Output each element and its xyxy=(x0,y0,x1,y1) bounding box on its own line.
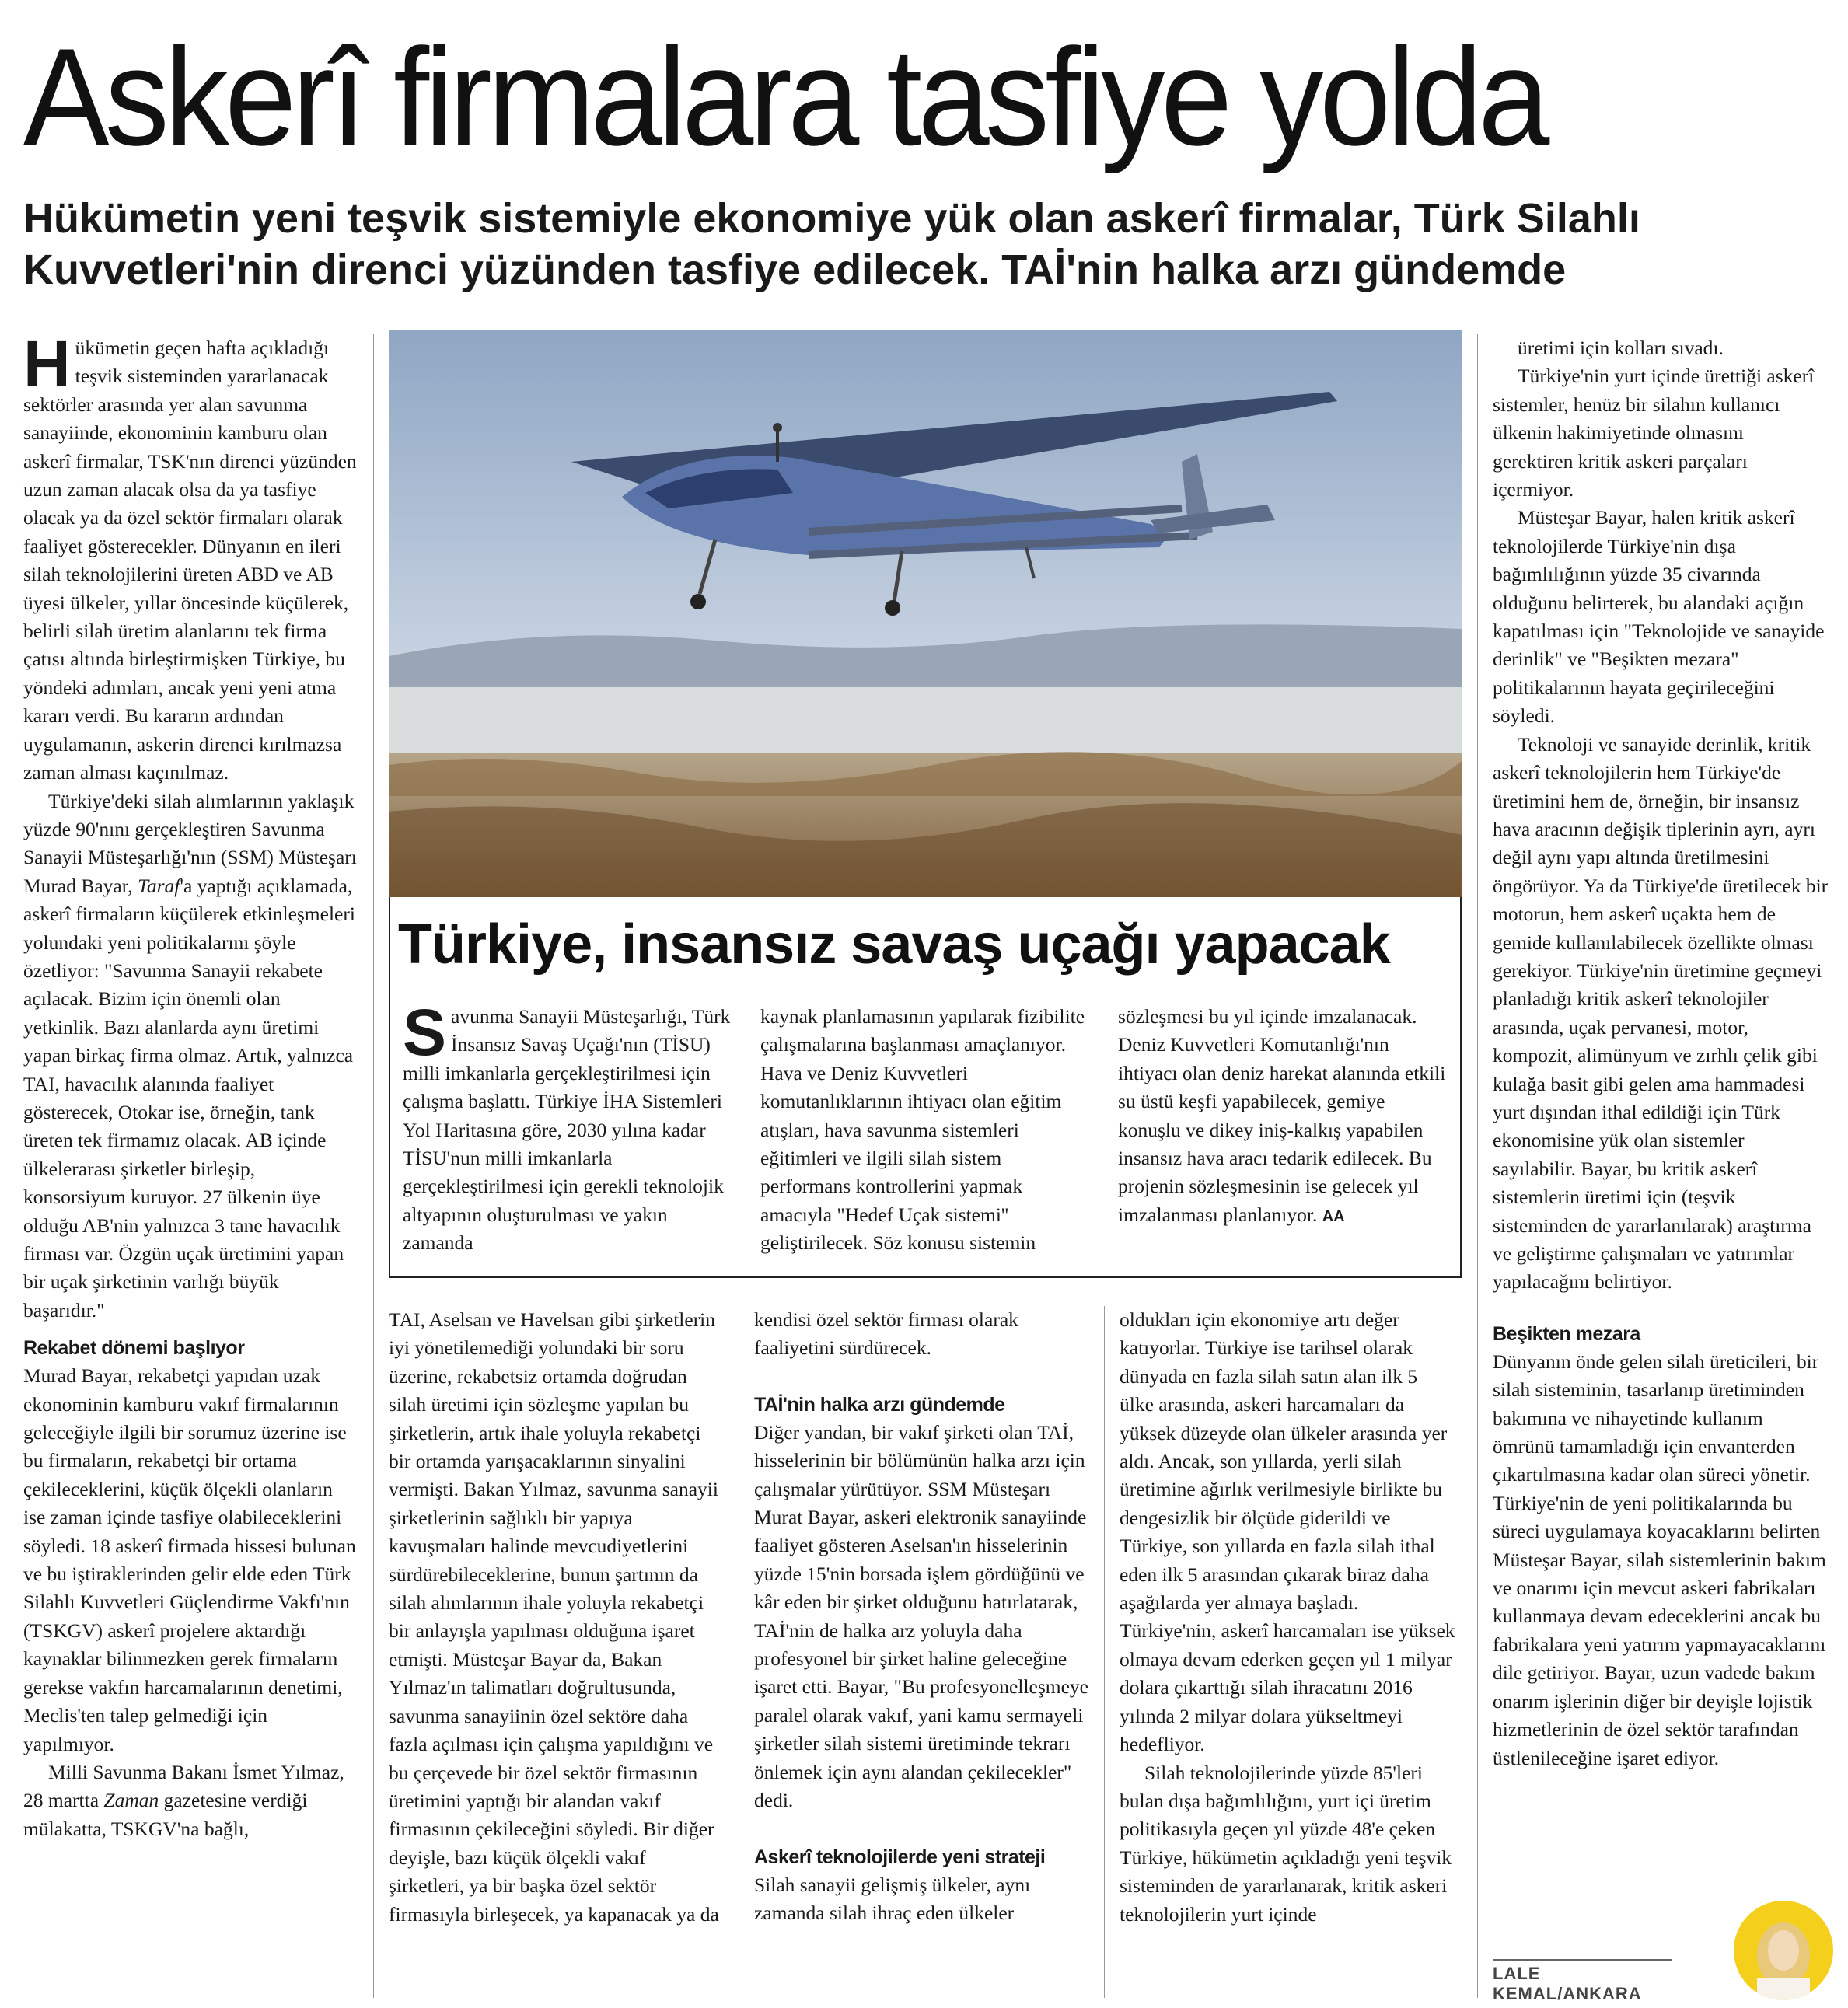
drone-photo xyxy=(389,330,1462,897)
col4-paragraph-1: oldukları için ekonomiye artı değer katıyorlar. Türkiye ise tarihsel olarak dünyada en fazla silah satın alan ilk 5 ülke arasında, askeri harcamaları da yüksek düzeyde olan ülkeler arasında yer aldı. Ancak, son yıllarda, yerli silah üretimine ağırlık verilmesiyle birlikte bu dengesizlik bir ölçüde giderildi ve Türkiye, son yıllarda en fazla silah ithal eden ilk 5 arasından çıkarak biraz daha aşağılarda yer almaya başladı. Türkiye'nin, askerî harcamaları ise yüksek olmaya devam ederken geçen yıl 1 milyar dolara çıkarttığı silah ihracatını 2016 yılında 2 milyar dolara yükseltmeyi hedefliyor. xyxy=(1120,1308,1455,1756)
box-column-1 xyxy=(403,996,737,1258)
subhead-strateji: Askerî teknolojilerde yeni strateji xyxy=(754,1846,1046,1868)
col1-paragraph-4: Milli Savunma Bakanı İsmet Yılmaz, 28 martta Zaman gazetesine verdiği mülakatta, TSKGV'na bağlı, xyxy=(23,1760,344,1840)
column-divider xyxy=(1477,334,1478,1998)
col1-paragraph-3: Murad Bayar, rekabetçi yapıdan uzak ekonominin kamburu vakıf firmalarının geleceğiyle ilgili bir sorumuz üzerine ise bu firmaların, rekabetçi bir ortama çekileceklerini, küçük ölçekli olanların ise zaman içinde tasfiye olabileceklerini söyledi. 18 askerî firmada hissesi bulunan ve bu iştiraklerinden gelir elde eden Türk Silahlı Kuvvetleri Güçlendirme Vakfı'nın (TSKGV) askerî projelere aktardığı kaynaklar bilinmezken gerek firmaların gerekse vakfın harcamalarının denetimi, Meclis'ten talep gelmediği için yapılmıyor. xyxy=(23,1364,356,1755)
subheadline-line-1: Hükümetin yeni teşvik sistemiyle ekonomiye yük olan askerî firmalar, Türk Silahlı xyxy=(23,195,1640,242)
box-title: Türkiye, insansız savaş uçağı yapacak xyxy=(398,913,1390,976)
subheadline-line-2: Kuvvetleri'nin direnci yüzünden tasfiye edilecek. TAİ'nin halka arzı gündemde xyxy=(23,246,1567,293)
column-4 xyxy=(1120,1306,1455,1929)
col3-paragraph-2: Diğer yandan, bir vakıf şirketi olan TAİ, hisselerinin bir bölümünün halka arzı için çalışmalar yürütüyor. SSM Müsteşarı Murat Bayar, askeri elektronik sanayiinde faaliyet gösteren Aselsan'ın hisselerinin yüzde 15'nin borsada işlem gördüğünü ve kâr eden bir şirket olduğunu hatırlatarak, TAİ'nin de halka arz yoluyla daha profesyonel bir şirket haline geleceğine işaret etti. Bayar, "Bu profesyonelleşmeye paralel olarak vakıf, yani kamu sermayeli şirketler silah sistemi üretiminde tekrarı önlemek için aynı alandan çekilecekler" dedi. xyxy=(754,1420,1089,1812)
dropcap-h: H xyxy=(23,327,71,400)
column-2 xyxy=(389,1306,725,1929)
col3-paragraph-3: Silah sanayii gelişmiş ülkeler, aynı zamanda silah ihraç eden ülkeler xyxy=(754,1873,1031,1924)
uav-aircraft-image xyxy=(389,330,1462,897)
column-divider xyxy=(1104,1306,1105,1998)
author-avatar xyxy=(1734,1901,1833,2000)
col1-paragraph-2: Türkiye'deki silah alımlarının yaklaşık yüzde 90'nını gerçekleştiren Savunma Sanayii Müsteşarlığı'nın (SSM) Müsteşarı Murad Bayar, Taraf'a yaptığı açıklamada, askerî firmaların küçülerek etkinleşmeleri yolundaki yeni politikalarını şöyle özetliyor: "Savunma Sanayii rekabete açılacak. Bizim için önemli olan yetkinlik. Bazı alanlarda aynı üretimi yapan birkaç firma olmaz. Artık, yalnızca TAI, havacılık alanında faaliyet gösterecek, Otokar ise, örneğin, tank üreten tek firmamız olacak. AB içinde ülkelerarası şirketler birleşip, konsorsiyum kuruyor. 27 ülkenin üye olduğu AB'nin yalnızca 3 tane havacılık firması var. Özgün uçak üretimini yapan bir uçak şirketinin varlığı büyük başarıdır." xyxy=(23,789,357,1322)
author-portrait-icon xyxy=(1734,1901,1833,2000)
column-5 xyxy=(1493,334,1829,1772)
col4-paragraph-2: Silah teknolojilerinde yüzde 85'leri bulan dışa bağımlılığını, yurt içi üretim politikasıyla geçen yıl yüzde 48'e çeken Türkiye, hükümetin açıkladığı yeni teşvik sisteminden de yararlanarak, kritik askeri teknolojilerin yurt içinde xyxy=(1120,1761,1452,1926)
column-3 xyxy=(754,1306,1090,1927)
source-tag: AA xyxy=(1322,1207,1345,1225)
dropcap-s: S xyxy=(403,996,447,1069)
col5-paragraph-2: Türkiye'nin yurt içinde ürettiği askerî sistemler, henüz bir silahın kullanıcı ülkenin hakimiyetinde olmasını gerektiren kritik askeri parçaları içermiyor. xyxy=(1493,365,1815,501)
col1-paragraph-1: Hükümetin geçen hafta açıkladığı teşvik sisteminden yararlanacak sektörler arasında yer alan savunma sanayiinde, ekonominin kamburu olan askerî firmalar, TSK'nın direnci yüzünden uzun zaman alacak olsa da ya tasfiye olacak ya da özel sektör firmaları olarak faaliyet gösterecekler. Dünyanın en ileri silah teknolojilerini üreten ABD ve AB üyesi ülkeler, yıllar öncesinde küçülerek, belirli silah üretim alanlarını tek firma çatısı altında birleştirmişken Türkiye, bu yöndeki adımları, ancak yeni yeni atma kararı verdi. Bu kararın ardından uygulamanın, askerin direnci kırılmazsa zaman alması kaçınılmaz. xyxy=(23,327,357,784)
byline: LALE KEMAL/ANKARA xyxy=(1493,1959,1672,2004)
col5-paragraph-4: Teknoloji ve sanayide derinlik, kritik askerî teknolojilerin hem Türkiye'de üretimini hem de, örneğin, bir insansız hava aracının değişik tiplerinin ayrı, ayrı değil aynı yapı altında üretilmesini öngörüyor. Ya da Türkiye'de üretilecek bir motorun, hem askerî uçakta hem de gemide kullanılabilecek özellikte olması gerekiyor. Türkiye'nin üretimine geçmeyi planladığı kritik askerî teknolojiler arasında, uçak pervanesi, motor, kompozit, alimünyum ve zırhlı çelik gibi kulağa basit gibi gelen ama hammadesi yurt dışından ithal edildiği için Türk ekonomisine yük olan sistemler sayılabilir. Bayar, bu kritik askerî sistemlerin üretimi için (teşvik sisteminden de yararlanılarak) araştırma ve geliştirme çalışmaları ve yatırımlar yapılacağını belirtiyor. xyxy=(1493,732,1829,1294)
col2-paragraph-1: TAI, Aselsan ve Havelsan gibi şirketlerin iyi yönetilemediği yolundaki bir soru üzerine, rekabetsiz ortamda doğrudan silah üretimi için sözleşme yapılan bu şirketlerin, artık ihale yoluyla rekabetçi bir ortamda yarışacaklarının sinyalini vermişti. Bakan Yılmaz, savunma sanayii şirketlerinin sağlıklı bir yapıya kavuşmaları halinde mevcudiyetlerini sürdürebileceklerine, bunun şartının da silah alımlarının ihale yoluyla rekabetçi bir anlayışla yapılması olduğuna işaret etmişti. Müsteşar Bayar da, Bakan Yılmaz'ın talimatları doğrultusunda, savunma sanayiinin özel sektöre daha fazla açılması için çalışma yapıldığını ve bu çerçevede bir özel sektör firmasının üretimini yaptığı bir alandan vakıf firmasının çekileceğini söyledi. Bir diğer deyişle, bazı küçük ölçekli vakıf şirketleri, ya bir başka özel sektör firmasıyla birleşecek, ya kapanacak ya da xyxy=(389,1308,719,1926)
col5-paragraph-1: üretimi için kolları sıvadı. xyxy=(1518,337,1724,359)
box-paragraph-3: sözleşmesi bu yıl içinde imzalanacak. Deniz Kuvvetleri Komutanlığı'nın ihtiyacı olan deniz harekat alanında etkili su üstü keşfi yapabilecek, gemiye konuşlu ve dikey iniş-kalkış yapabilen insansız hava aracı tedarik edilecek. Bu projenin sözleşmesinin ise gelecek yıl imzalanması planlanıyor. AA xyxy=(1118,1005,1446,1226)
col3-paragraph-1: kendisi özel sektör firması olarak faaliyetini sürdürecek. xyxy=(754,1308,1018,1360)
col5-paragraph-5: Dünyanın önde gelen silah üreticileri, bir silah sisteminin, tasarlanıp üretiminden bakımına ve nihayetinde kullanım ömrünü tamamladığı için envanterden çıkartılmasına kadar olan süreci yönetir. Türkiye'nin de yeni politikalarında bu süreci uygulamaya koyacaklarını belirten Müsteşar Bayar, silah sistemlerinin bakım ve onarımı için mevcut askeri fabrikaları kullanmaya devam edeceklerini ancak bu fabrikalara yeni yatırım yapmayacaklarını dile getiriyor. Bayar, uzun vadede bakım onarım işlerinin diğer bir deyişle lojistik hizmetlerinin de özel sektör tarafından üstlenileceğine işaret ediyor. xyxy=(1493,1350,1826,1769)
headline: Askerî firmalara tasfiye yolda xyxy=(23,19,1546,174)
subheadline xyxy=(23,193,1835,295)
box-paragraph-1: Savunma Sanayii Müsteşarlığı, Türk İnsansız Savaş Uçağı'nın (TİSU) milli imkanlarla gerçekleştirilmesi için çalışma başlattı. Türkiye İHA Sistemleri Yol Haritasına göre, 2030 yılına kadar TİSU'nun milli imkanlarla gerçekleştirilmesi için gerekli teknolojik altyapının oluşturulması ve yakın zamanda xyxy=(403,996,731,1255)
box-column-3 xyxy=(1118,1003,1452,1231)
subhead-besikten: Beşikten mezara xyxy=(1493,1322,1640,1345)
column-1 xyxy=(23,327,359,1843)
col5-paragraph-3: Müsteşar Bayar, halen kritik askerî teknolojilerde Türkiye'nin dışa bağımlılığının yüzde 35 civarında olduğunu belirterek, bu alandaki açığın kapatılması için "Teknolojide ve sanayide derinlik" ve "Beşikten mezara" politikalarının hayata geçirileceğini söyledi. xyxy=(1493,506,1825,728)
subhead-rekabet: Rekabet dönemi başlıyor xyxy=(23,1337,245,1360)
column-divider xyxy=(373,334,374,1998)
subhead-tai: TAİ'nin halka arzı gündemde xyxy=(754,1393,1005,1416)
box-paragraph-2: kaynak planlamasının yapılarak fizibilite çalışmalarına başlanması amaçlanıyor. Hava ve Deniz Kuvvetleri komutanlıklarının ihtiyacı olan eğitim atışları, hava savunma sistemleri eğitimleri ve ilgili silah sistem performans kontrollerini yapmak amacıyla "Hedef Uçak sistemi'' geliştirilecek. Söz konusu sistemin xyxy=(760,1005,1085,1255)
box-column-2 xyxy=(760,1003,1095,1258)
